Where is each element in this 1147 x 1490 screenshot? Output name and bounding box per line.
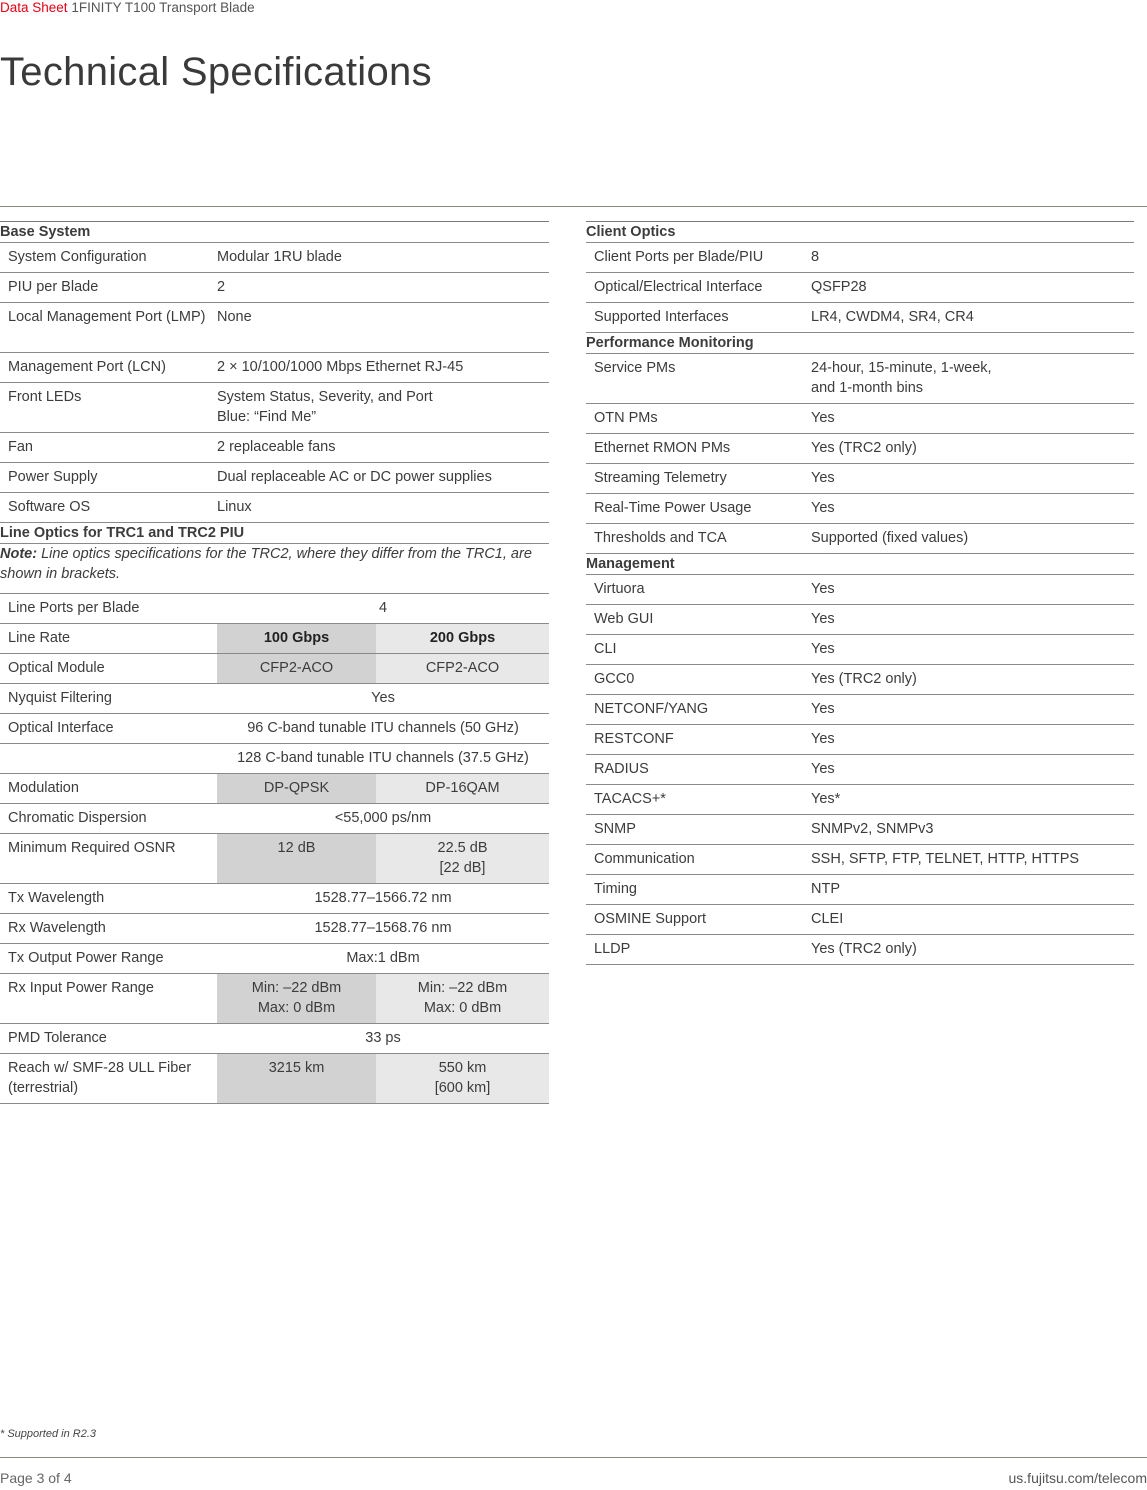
spec-label: Optical Module <box>0 654 217 684</box>
spec-label: SNMP <box>586 815 811 845</box>
table-row <box>586 845 1134 875</box>
table-row <box>586 875 1134 905</box>
spec-value: 1528.77–1568.76 nm <box>217 914 549 944</box>
table-row <box>586 755 1134 785</box>
spec-value: Max:1 dBm <box>217 944 549 974</box>
spec-label: Rx Wavelength <box>0 914 217 944</box>
spec-value: Modular 1RU blade <box>217 243 549 273</box>
spec-label: Modulation <box>0 774 217 804</box>
table-row <box>0 433 549 463</box>
table-row <box>0 624 549 654</box>
spec-value: Yes <box>811 695 1134 725</box>
trc2-value: 200 Gbps <box>376 624 549 654</box>
table-row <box>0 383 549 433</box>
spec-label: Rx Input Power Range <box>0 974 217 1024</box>
table-row <box>0 654 549 684</box>
table-row <box>0 594 549 624</box>
spec-label: Minimum Required OSNR <box>0 834 217 884</box>
spec-value: None <box>217 303 549 353</box>
table-row <box>586 243 1134 273</box>
section-header-management: Management <box>586 554 1134 575</box>
spec-value: 1528.77–1566.72 nm <box>217 884 549 914</box>
spec-label: Local Management Port (LMP) <box>0 303 217 353</box>
spec-label: Management Port (LCN) <box>0 353 217 383</box>
spec-value: Yes <box>217 684 549 714</box>
section-header-performance-monitoring: Performance Monitoring <box>586 333 1134 354</box>
table-row <box>586 354 1134 404</box>
table-row <box>0 273 549 303</box>
spec-label: Tx Output Power Range <box>0 944 217 974</box>
trc1-value: 3215 km <box>217 1054 376 1104</box>
table-row <box>0 744 549 774</box>
trc1-value: Min: –22 dBm Max: 0 dBm <box>217 974 376 1024</box>
table-row <box>0 243 549 273</box>
spec-label: Optical/Electrical Interface <box>586 273 811 303</box>
table-row <box>586 695 1134 725</box>
spec-label: OTN PMs <box>586 404 811 434</box>
spec-label: System Configuration <box>0 243 217 273</box>
table-row <box>0 1054 549 1104</box>
spec-label: Fan <box>0 433 217 463</box>
spec-value: Yes <box>811 755 1134 785</box>
table-row <box>586 575 1134 605</box>
product-name: 1FINITY T100 Transport Blade <box>71 0 255 15</box>
spec-value: NTP <box>811 875 1134 905</box>
table-row <box>586 434 1134 464</box>
spec-label: OSMINE Support <box>586 905 811 935</box>
spec-value: Dual replaceable AC or DC power supplies <box>217 463 549 493</box>
spec-label: RADIUS <box>586 755 811 785</box>
table-row <box>0 353 549 383</box>
spec-value <box>217 383 549 433</box>
spec-value: 33 ps <box>217 1024 549 1054</box>
spec-label: Software OS <box>0 493 217 523</box>
spec-value: 4 <box>217 594 549 624</box>
spec-label: GCC0 <box>586 665 811 695</box>
table-row <box>586 524 1134 554</box>
spec-label: Tx Wavelength <box>0 884 217 914</box>
spec-value: Yes <box>811 494 1134 524</box>
trc2-value: CFP2-ACO <box>376 654 549 684</box>
spec-value: Yes (TRC2 only) <box>811 935 1134 965</box>
spec-value: 96 C-band tunable ITU channels (50 GHz) <box>217 714 549 744</box>
note-text: Line optics specifications for the TRC2, where they differ from the TRC1, are shown in brackets. <box>0 546 532 582</box>
spec-value: Yes <box>811 464 1134 494</box>
spec-label: Timing <box>586 875 811 905</box>
spec-value: Yes <box>811 725 1134 755</box>
line-optics-note <box>0 544 549 594</box>
spec-label: PIU per Blade <box>0 273 217 303</box>
table-row <box>0 914 549 944</box>
spec-label: TACACS+* <box>586 785 811 815</box>
spec-label: Optical Interface <box>0 714 217 744</box>
table-row <box>586 635 1134 665</box>
table-row <box>586 494 1134 524</box>
table-row <box>0 834 549 884</box>
spec-label: Line Ports per Blade <box>0 594 217 624</box>
table-row <box>586 935 1134 965</box>
note-label: Note: <box>0 546 38 562</box>
spec-value: 128 C-band tunable ITU channels (37.5 GHz) <box>217 744 549 774</box>
spec-value: CLEI <box>811 905 1134 935</box>
table-row <box>0 303 549 353</box>
right-column <box>586 221 1134 965</box>
table-row <box>0 463 549 493</box>
trc1-value: 12 dB <box>217 834 376 884</box>
table-row <box>586 464 1134 494</box>
spec-label: Service PMs <box>586 354 811 404</box>
table-row <box>0 884 549 914</box>
spec-label: RESTCONF <box>586 725 811 755</box>
table-row <box>0 944 549 974</box>
spec-value: SSH, SFTP, FTP, TELNET, HTTP, HTTPS <box>811 845 1134 875</box>
spec-value: Yes <box>811 605 1134 635</box>
spec-value: 2 replaceable fans <box>217 433 549 463</box>
spec-label: Communication <box>586 845 811 875</box>
section-header-line-optics: Line Optics for TRC1 and TRC2 PIU <box>0 523 549 544</box>
spec-label: Nyquist Filtering <box>0 684 217 714</box>
top-divider <box>0 206 1147 207</box>
table-row <box>0 804 549 834</box>
spec-label: Chromatic Dispersion <box>0 804 217 834</box>
spec-label: Ethernet RMON PMs <box>586 434 811 464</box>
trc1-value: CFP2-ACO <box>217 654 376 684</box>
spec-value-line: System Status, Severity, and Port <box>217 389 433 405</box>
spec-label: LLDP <box>586 935 811 965</box>
spec-value: Linux <box>217 493 549 523</box>
trc1-value: 100 Gbps <box>217 624 376 654</box>
spec-value: Yes* <box>811 785 1134 815</box>
table-row <box>586 815 1134 845</box>
right-spec-table <box>586 221 1134 965</box>
spec-value: Yes <box>811 635 1134 665</box>
section-header-base-system: Base System <box>0 222 549 243</box>
spec-value: Yes <box>811 575 1134 605</box>
bottom-divider <box>0 1457 1147 1458</box>
spec-value: SNMPv2, SNMPv3 <box>811 815 1134 845</box>
page-title: Technical Specifications <box>0 50 432 94</box>
spec-value: 2 × 10/100/1000 Mbps Ethernet RJ-45 <box>217 353 549 383</box>
page-number: Page 3 of 4 <box>0 1470 72 1486</box>
spec-label: Front LEDs <box>0 383 217 433</box>
left-column <box>0 221 549 1104</box>
spec-label: CLI <box>586 635 811 665</box>
table-row <box>586 785 1134 815</box>
spec-label: Thresholds and TCA <box>586 524 811 554</box>
section-header-client-optics: Client Optics <box>586 222 1134 243</box>
spec-label: Web GUI <box>586 605 811 635</box>
spec-label: Real-Time Power Usage <box>586 494 811 524</box>
trc2-value: 22.5 dB [22 dB] <box>376 834 549 884</box>
spec-label: Client Ports per Blade/PIU <box>586 243 811 273</box>
spec-value: 24-hour, 15-minute, 1-week, and 1-month bins <box>811 354 1134 404</box>
table-row <box>586 665 1134 695</box>
spec-label: Reach w/ SMF-28 ULL Fiber (terrestrial) <box>0 1054 217 1104</box>
spec-value: 2 <box>217 273 549 303</box>
trc2-value: DP-16QAM <box>376 774 549 804</box>
table-row <box>0 714 549 744</box>
table-row <box>586 605 1134 635</box>
table-row <box>586 303 1134 333</box>
spec-label: Line Rate <box>0 624 217 654</box>
table-row <box>586 404 1134 434</box>
spec-label: Power Supply <box>0 463 217 493</box>
spec-value: 8 <box>811 243 1134 273</box>
spec-value: <55,000 ps/nm <box>217 804 549 834</box>
table-row <box>586 725 1134 755</box>
spec-value: Yes <box>811 404 1134 434</box>
spec-label: Streaming Telemetry <box>586 464 811 494</box>
table-row <box>0 974 549 1024</box>
spec-label: Supported Interfaces <box>586 303 811 333</box>
trc2-value: Min: –22 dBm Max: 0 dBm <box>376 974 549 1024</box>
spec-value: LR4, CWDM4, SR4, CR4 <box>811 303 1134 333</box>
trc1-value: DP-QPSK <box>217 774 376 804</box>
table-row <box>0 493 549 523</box>
spec-value: Yes (TRC2 only) <box>811 665 1134 695</box>
spec-value: Yes (TRC2 only) <box>811 434 1134 464</box>
doc-type-label: Data Sheet <box>0 0 68 15</box>
spec-label: Virtuora <box>586 575 811 605</box>
table-row <box>0 1024 549 1054</box>
table-row <box>0 684 549 714</box>
spec-value: Supported (fixed values) <box>811 524 1134 554</box>
left-spec-table <box>0 221 549 1104</box>
spec-value-line: Blue: “Find Me” <box>217 409 317 425</box>
trc2-value: 550 km [600 km] <box>376 1054 549 1104</box>
table-row <box>586 273 1134 303</box>
table-row <box>586 905 1134 935</box>
running-header <box>0 0 255 15</box>
table-row <box>0 774 549 804</box>
footnote: * Supported in R2.3 <box>0 1428 97 1440</box>
spec-label: PMD Tolerance <box>0 1024 217 1054</box>
website-link[interactable]: us.fujitsu.com/telecom <box>1008 1470 1147 1486</box>
spec-label: NETCONF/YANG <box>586 695 811 725</box>
spec-value: QSFP28 <box>811 273 1134 303</box>
